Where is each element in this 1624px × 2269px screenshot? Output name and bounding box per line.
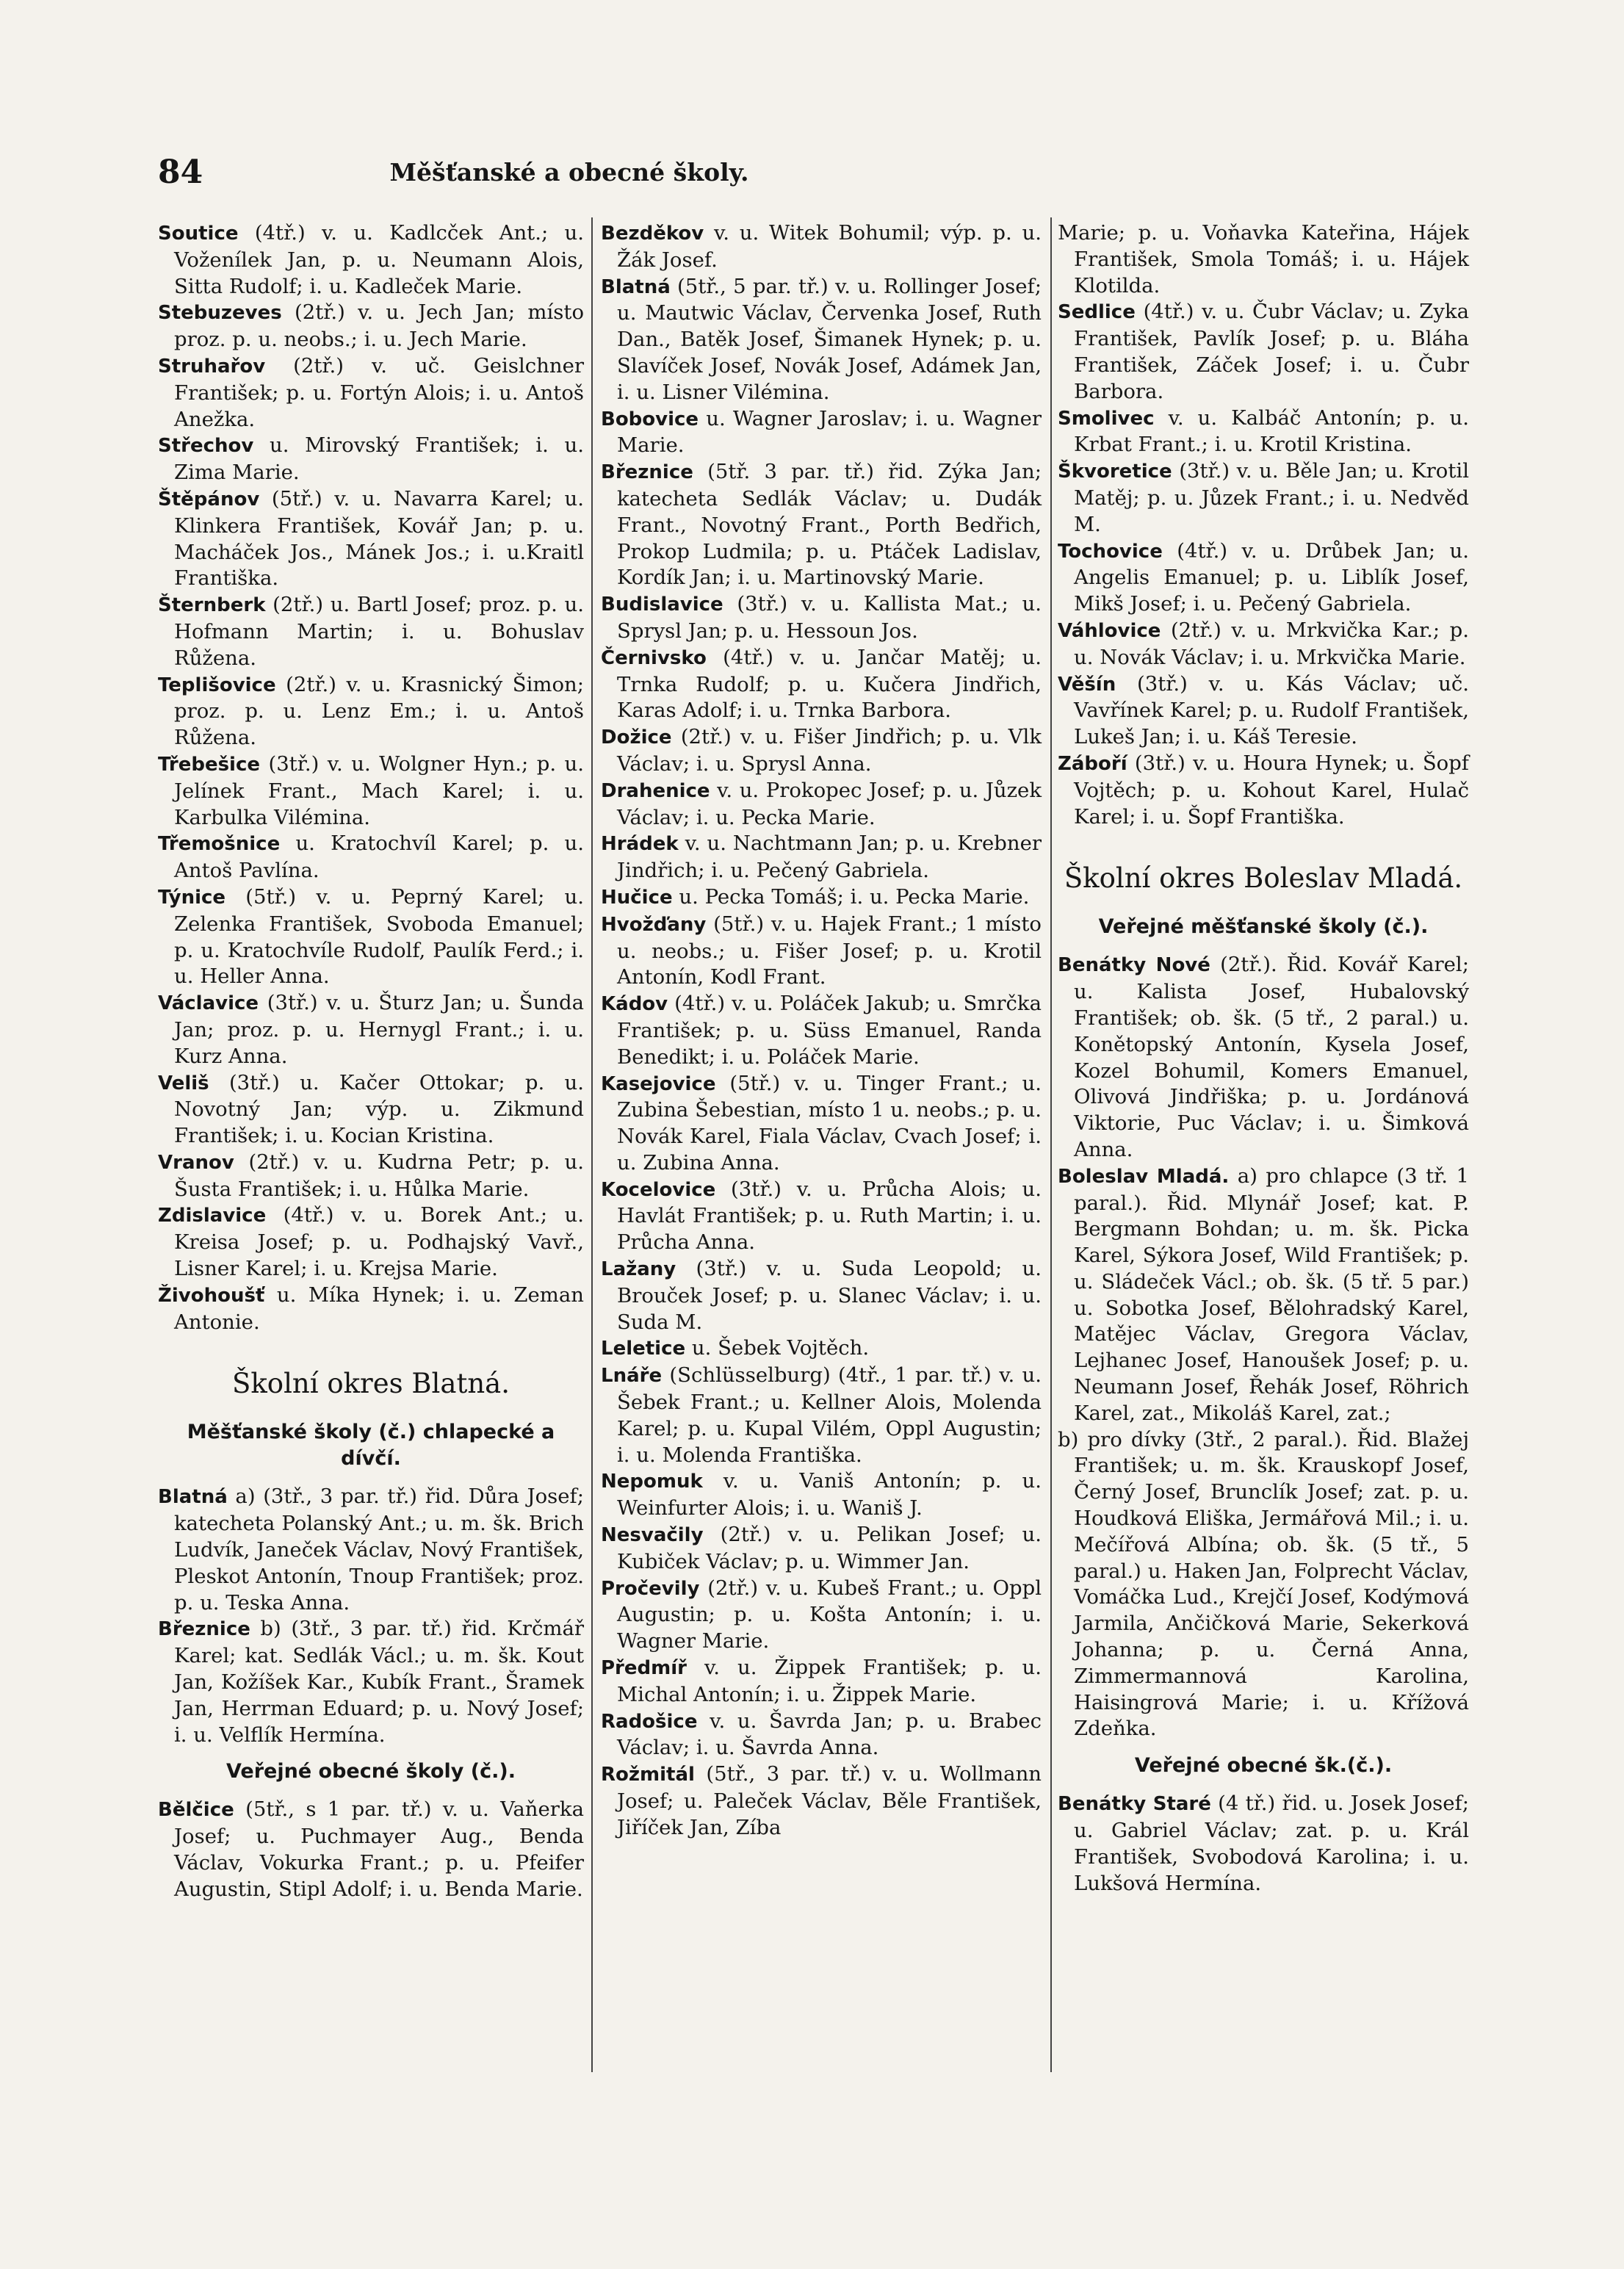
section-heading: Veřejné obecné šk.(č.).: [1134, 1754, 1393, 1778]
entry-text: b) (3tř., 3 par. tř.) řid. Krčmář Karel; kat. Sedlák Václ.; u. m. šk. Kout Jan, Kožíšek Kar., Kubík Frant., Šramek Jan, Herrman Eduard; p. u. Nový Josef; i. u. Velflík Hermína.: [174, 1617, 584, 1747]
district-heading: Školní okres Blatná.: [232, 1368, 510, 1400]
place-name: Veliš: [158, 1072, 209, 1094]
text-column-3: [1058, 220, 1469, 1897]
place-name: Kasejovice: [601, 1072, 716, 1095]
school-entry: [601, 1468, 1042, 1522]
column-divider: [591, 217, 593, 2072]
place-name: Drahenice: [601, 779, 710, 802]
school-entry: [158, 1070, 584, 1150]
entry-text: u. Wagner Jaroslav; i. u. Wagner Marie.: [617, 406, 1042, 458]
place-name: Stebuzeves: [158, 302, 282, 325]
entry-text: (4 tř.) řid. u. Josek Josef; u. Gabriel Václav; zat. p. u. Král František, Svobodová Karolina; i. u. Lukšová Hermína.: [1074, 1792, 1469, 1895]
entry-text: (3tř.) v. u. Wolgner Hyn.; p. u. Jelínek Frant., Mach Karel; i. u. Karbulka Vilémina.: [174, 751, 584, 829]
entry-text: (5tř., 5 par. tř.) v. u. Rollinger Josef; u. Mautwic Václav, Červenka Josef, Ruth Dan., Batěk Josef, Šimanek Hynek; p. u. Slavíček Josef, Novák Josef, Adámek Jan, i. u. Lisner Vilémina.: [617, 274, 1042, 404]
place-name: Hučice: [601, 886, 673, 909]
entry-text: (4tř.) v. u. Borek Ant.; u. Kreisa Josef; p. u. Podhajský Vavř., Lisner Karel; i. u. Krejsa Marie.: [174, 1203, 584, 1281]
text-column-1: [158, 220, 584, 1903]
entry-text: v. u. Prokopec Josef; p. u. Jůzek Václav; i. u. Pecka Marie.: [617, 778, 1042, 829]
entry-text: u. Šebek Vojtěch.: [685, 1336, 870, 1360]
school-entry: [158, 300, 584, 353]
place-name: Pročevily: [601, 1577, 700, 1600]
entry-text: (2tř.) v. u. Pelikan Josef; u. Kubiček Václav; p. u. Wimmer Jan.: [617, 1523, 1042, 1573]
section-heading: Veřejné měšťanské školy (č.).: [1098, 915, 1429, 939]
place-name: Vranov: [158, 1151, 234, 1174]
entry-text: v. u. Nachtmann Jan; p. u. Krebner Jindřich; i. u. Pečený Gabriela.: [617, 832, 1042, 883]
place-name: Radošice: [601, 1710, 698, 1733]
school-entry: [601, 831, 1042, 884]
school-entry: [158, 1484, 584, 1616]
school-entry: [601, 1335, 1042, 1363]
entry-text: u. Míka Hynek; i. u. Zeman Antonie.: [174, 1283, 584, 1334]
school-entry: [601, 778, 1042, 832]
school-entry: [158, 831, 584, 884]
section-heading: Měšťanské školy (č.) chlapecké a dívčí.: [187, 1421, 555, 1471]
entry-text: (3tř.) v. u. Kás Václav; uč. Vavřínek Karel; p. u. Rudolf František, Lukeš Jan; i. u. Káš Teresie.: [1074, 671, 1469, 749]
school-entry: [158, 1797, 584, 1902]
place-name: Struhařov: [158, 355, 266, 378]
school-entry: [601, 1761, 1042, 1841]
section-heading: Veřejné obecné školy (č.).: [226, 1760, 516, 1783]
entry-text: (4tř.) v. u. Jančar Matěj; u. Trnka Rudolf; p. u. Kučera Jindřich, Karas Adolf; i. u. Trnka Barbora.: [617, 645, 1042, 723]
entry-text: (5tř.) v. u. Navarra Karel; u. Klinkera František, Kovář Jan; p. u. Macháček Jos., Mánek Jos.; i. u.Kraitl Františka.: [174, 486, 584, 591]
school-entry: [158, 672, 584, 751]
place-name: Bezděkov: [601, 223, 704, 245]
entry-text: a) (3tř., 3 par. tř.) řid. Důra Josef; katecheta Polanský Ant.; u. m. šk. Brich Ludvík, Janeček Václav, Nový František, Pleskot Antonín, Tnoup František; proz. p. u. Teska Anna.: [174, 1485, 584, 1615]
entry-text: (4tř.) v. u. Kadlcček Ant.; u. Voženílek Jan, p. u. Neumann Alois, Sitta Rudolf; i. u. Kadleček Marie.: [174, 221, 584, 298]
place-name: Teplišovice: [158, 674, 276, 696]
place-name: Váhlovice: [1058, 619, 1161, 642]
school-entry: [158, 433, 584, 486]
entry-text: v. u. Witek Bohumil; výp. p. u. Žák Josef.: [617, 221, 1042, 272]
place-name: Střechov: [158, 435, 254, 458]
school-entry: [601, 591, 1042, 645]
place-name: Boleslav Mladá.: [1058, 1165, 1230, 1188]
school-entry: [1058, 458, 1469, 538]
place-name: Hvožďany: [601, 913, 707, 936]
entry-text: (2tř.) v. u. Kudrna Petr; p. u. Šusta František; i. u. Hůlka Marie.: [174, 1150, 584, 1201]
entry-text: u. Kratochvíl Karel; p. u. Antoš Pavlína.: [174, 832, 584, 883]
place-name: Blatná: [158, 1486, 228, 1509]
place-name: Tochovice: [1058, 540, 1163, 563]
entry-text: v. u. Vaniš Antonín; p. u. Weinfurter Alois; i. u. Waniš J.: [617, 1469, 1042, 1521]
entry-text: (5tř. 3 par. tř.) řid. Zýka Jan; katecheta Sedlák Václav; u. Dudák Frant., Novotný Frant., Porth Bedřich, Prokop Ludmila; p. u. Ptáček Ladislav, Kordík Jan; i. u. Martinovský Marie.: [617, 460, 1042, 590]
school-entry: [1058, 1791, 1469, 1897]
place-name: Nepomuk: [601, 1471, 703, 1493]
entry-text: (2tř.) u. Bartl Josef; proz. p. u. Hofmann Martin; i. u. Bohuslav Růžena.: [174, 593, 584, 670]
entry-text: (2tř.) v. u. Mrkvička Kar.; p. u. Novák Václav; i. u. Mrkvička Marie.: [1074, 618, 1469, 669]
place-name: Rožmitál: [601, 1764, 695, 1786]
school-entry: [601, 459, 1042, 591]
place-name: Nesvačily: [601, 1524, 704, 1547]
place-name: Škvoretice: [1058, 461, 1172, 483]
place-name: Lažany: [601, 1258, 676, 1281]
entry-text: (5tř.) v. u. Tinger Frant.; u. Zubina Šebestian, místo 1 u. neobs.; p. u. Novák Karel, Fiala Václav, Cvach Josef; i. u. Zubina Anna.: [617, 1071, 1042, 1175]
place-name: Týnice: [158, 886, 226, 909]
school-entry: [158, 592, 584, 671]
entry-text: (3tř.) v. u. Průcha Alois; u. Havlát František; p. u. Ruth Martin; i. u. Průcha Anna.: [617, 1177, 1042, 1255]
page-header: [158, 151, 981, 195]
school-entry: [1058, 299, 1469, 405]
place-name: Blatná: [601, 275, 671, 298]
entry-text: (4tř.) v. u. Drůbek Jan; u. Angelis Emanuel; p. u. Liblík Josef, Mikš Josef; i. u. Pečený Gabriela.: [1074, 538, 1469, 616]
place-name: Leletice: [601, 1338, 686, 1360]
entry-text: (2tř.) v. u. Krasnický Šimon; proz. p. u. Lenz Em.; i. u. Antoš Růžena.: [174, 672, 584, 750]
entry-text: v. u. Šavrda Jan; p. u. Brabec Václav; i. u. Šavrda Anna.: [617, 1709, 1042, 1760]
school-entry: [601, 406, 1042, 460]
entry-text: v. u. Žippek František; p. u. Michal Antonín; i. u. Žippek Marie.: [617, 1656, 1042, 1706]
entry-text: (3tř.) v. u. Běle Jan; u. Krotil Matěj; p. u. Jůzek Frant.; i. u. Nedvěd M.: [1074, 459, 1469, 536]
entry-text: a) pro chlapce (3 tř. 1 paral.). Řid. Mlynář Josef; kat. P. Bergmann Bohdan; u. m. šk. Picka Karel, Sýkora Josef, Wild František; p. u. Sládeček Václ.; ob. šk. (5 tř. 5 par.) u. Sobotka Josef, Bělohradský Karel, Matějec Václav, Gregora Václav, Lejhanec Josef, Hanoušek Josef; p. u. Neumann Josef, Řehák Josef, Röhrich Karel, zat., Mikoláš Karel, zat.;: [1074, 1164, 1469, 1425]
entry-text: (2tř.) v. u. Jech Jan; místo proz. p. u. neobs.; i. u. Jech Marie.: [174, 300, 584, 352]
school-entry: [158, 486, 584, 592]
school-entry: [601, 1071, 1042, 1177]
place-name: Záboří: [1058, 752, 1127, 775]
entry-text: (Schlüsselburg) (4tř., 1 par. tř.) v. u. Šebek Frant.; u. Kellner Alois, Molenda Karel; p. u. Kupal Vilém, Oppl Augustin; i. u. Molenda Františka.: [617, 1363, 1042, 1467]
school-entry: [158, 1616, 584, 1748]
entry-text: (3tř.) v. u. Kallista Mat.; u. Sprysl Jan; p. u. Hessoun Jos.: [617, 592, 1042, 643]
place-name: Předmíř: [601, 1657, 687, 1680]
place-name: Benátky Nové: [1058, 954, 1210, 977]
entry-text: (3tř.) v. u. Šturz Jan; u. Šunda Jan; proz. p. u. Hernygl Frant.; i. u. Kurz Anna.: [174, 991, 584, 1068]
running-title: Měšťanské a obecné školy.: [389, 158, 749, 187]
school-entry: [158, 884, 584, 990]
page-number: 84: [158, 154, 203, 191]
school-entry: [158, 1150, 584, 1203]
place-name: Smolivec: [1058, 407, 1155, 430]
place-name: Bělčice: [158, 1799, 234, 1822]
entry-text: (2tř.). Řid. Kovář Karel; u. Kalista Josef, Hubalovský František; ob. šk. (5 tř., 2 paral.) u. Konětopský Antonín, Kysela Josef, Kozel Bohumil, Komers Emanuel, Olivová Jindřiška; p. u. Jordánová Viktorie, Puc Václav; i. u. Šimková Anna.: [1074, 953, 1469, 1161]
entry-text: (2tř.) v. u. Kubeš Frant.; u. Oppl Augustin; p. u. Košta Antonín; i. u. Wagner Marie.: [617, 1576, 1042, 1653]
place-name: Václavice: [158, 992, 259, 1015]
school-entry: [158, 353, 584, 433]
place-name: Lnáře: [601, 1365, 663, 1388]
entry-text: (5tř.) v. u. Peprný Karel; u. Zelenka František, Svoboda Emanuel; p. u. Kratochvíle Rudolf, Paulík Ferd.; i. u. Heller Anna.: [174, 884, 584, 989]
place-name: Věšín: [1058, 673, 1116, 696]
school-entry: [1058, 671, 1469, 751]
place-name: Kádov: [601, 993, 668, 1016]
entry-text: v. u. Kalbáč Antonín; p. u. Krbat Frant.; i. u. Krotil Kristina.: [1074, 405, 1469, 457]
column-divider: [1050, 217, 1052, 2072]
place-name: Březnice: [601, 461, 693, 484]
entry-text: u. Mirovský František; i. u. Zima Marie.: [174, 433, 584, 485]
school-entry: [601, 1177, 1042, 1256]
entry-text: (2tř.) v. uč. Geislchner František; p. u. Fortýn Alois; i. u. Antoš Anežka.: [174, 353, 584, 431]
school-entry: [158, 990, 584, 1069]
school-entry: [158, 751, 584, 831]
entry-text: (4tř.) v. u. Poláček Jakub; u. Smrčka František; p. u. Süss Emanuel, Randa Benedikt; i. u. Poláček Marie.: [617, 992, 1042, 1069]
school-entry: [601, 645, 1042, 724]
entry-text: (3tř.) v. u. Houra Hynek; u. Šopf Vojtěch; p. u. Kohout Karel, Hulač Karel; i. u. Šopf Františka.: [1074, 751, 1469, 829]
school-entry: [601, 274, 1042, 406]
entry-continuation: b) pro dívky (3tř., 2 paral.). Řid. Blažej František; u. m. šk. Krauskopf Josef, Černý Josef, Brunclík Josef; zat. p. u. Houdková Eliška, Jermářová Mil.; i. u. Mečířová Albína; ob. šk. (5 tř., 5 paral.) u. Haken Jan, Folprecht Václav, Vomáčka Lud., Krejčí Josef, Kodýmová Jarmila, Ančičková Marie, Sekerková Johanna; p. u. Černá Anna, Zimmermannová Karolina, Haisingrová Marie; i. u. Křížová Zdeňka.: [1058, 1427, 1469, 1741]
place-name: Živohoušť: [158, 1284, 265, 1307]
school-entry: [1058, 1164, 1469, 1427]
place-name: Štěpánov: [158, 488, 260, 511]
school-entry: [601, 1655, 1042, 1709]
school-entry: [601, 991, 1042, 1070]
school-entry: [601, 1522, 1042, 1576]
school-entry: [1058, 618, 1469, 671]
place-name: Šternberk: [158, 594, 266, 617]
entry-text: (5tř., s 1 par. tř.) v. u. Vaňerka Josef; u. Puchmayer Aug., Benda Václav, Vokurka Frant.; p. u. Pfeifer Augustin, Stipl Adolf; i. u. Benda Marie.: [174, 1797, 584, 1901]
place-name: Dožice: [601, 726, 672, 749]
school-entry: [601, 1256, 1042, 1335]
text-column-2: [601, 220, 1042, 1841]
school-entry: [158, 1202, 584, 1282]
school-entry: [601, 884, 1042, 912]
school-entry: [601, 912, 1042, 991]
place-name: Benátky Staré: [1058, 1793, 1211, 1816]
entry-text: (3tř.) v. u. Suda Leopold; u. Brouček Josef; p. u. Slanec Václav; i. u. Suda M.: [617, 1257, 1042, 1334]
place-name: Hrádek: [601, 833, 679, 856]
school-entry: [1058, 538, 1469, 618]
school-entry: [601, 724, 1042, 778]
school-entry: [601, 1576, 1042, 1655]
place-name: Budislavice: [601, 594, 723, 616]
school-entry: [1058, 405, 1469, 459]
school-entry: [1058, 751, 1469, 830]
entry-text: u. Pecka Tomáš; i. u. Pecka Marie.: [672, 884, 1030, 909]
place-name: Kocelovice: [601, 1178, 716, 1201]
school-entry: [601, 220, 1042, 274]
school-entry: [158, 1283, 584, 1336]
place-name: Sedlice: [1058, 301, 1136, 324]
school-entry: [601, 1363, 1042, 1468]
place-name: Soutice: [158, 223, 239, 245]
place-name: Bobovice: [601, 408, 699, 430]
place-name: Třebešice: [158, 753, 261, 776]
entry-continuation: Marie; p. u. Voňavka Kateřina, Hájek František, Smola Tomáš; i. u. Hájek Klotilda.: [1058, 221, 1469, 297]
entry-text: (5tř.) v. u. Hajek Frant.; 1 místo u. neobs.; u. Fišer Josef; p. u. Krotil Antonín, Kodl Frant.: [617, 912, 1042, 989]
place-name: Černivsko: [601, 646, 707, 669]
school-entry: [1058, 952, 1469, 1163]
place-name: Zdislavice: [158, 1205, 267, 1227]
entry-text: (2tř.) v. u. Fišer Jindřich; p. u. Vlk Václav; i. u. Sprysl Anna.: [617, 725, 1042, 776]
entry-text: (3tř.) u. Kačer Ottokar; p. u. Novotný Jan; výp. u. Zikmund František; i. u. Kocian Kristina.: [174, 1070, 584, 1148]
place-name: Březnice: [158, 1618, 250, 1641]
entry-text: (4tř.) v. u. Čubr Václav; u. Zyka František, Pavlík Josef; p. u. Bláha František, Záček Josef; i. u. Čubr Barbora.: [1074, 300, 1469, 403]
school-entry: [601, 1709, 1042, 1762]
place-name: Třemošnice: [158, 833, 281, 856]
entry-text: (5tř., 3 par. tř.) v. u. Wollmann Josef; u. Paleček Václav, Běle František, Jiříček Jan, Zíba: [617, 1762, 1042, 1839]
district-heading: Školní okres Boleslav Mladá.: [1064, 862, 1463, 895]
school-entry: [158, 220, 584, 300]
